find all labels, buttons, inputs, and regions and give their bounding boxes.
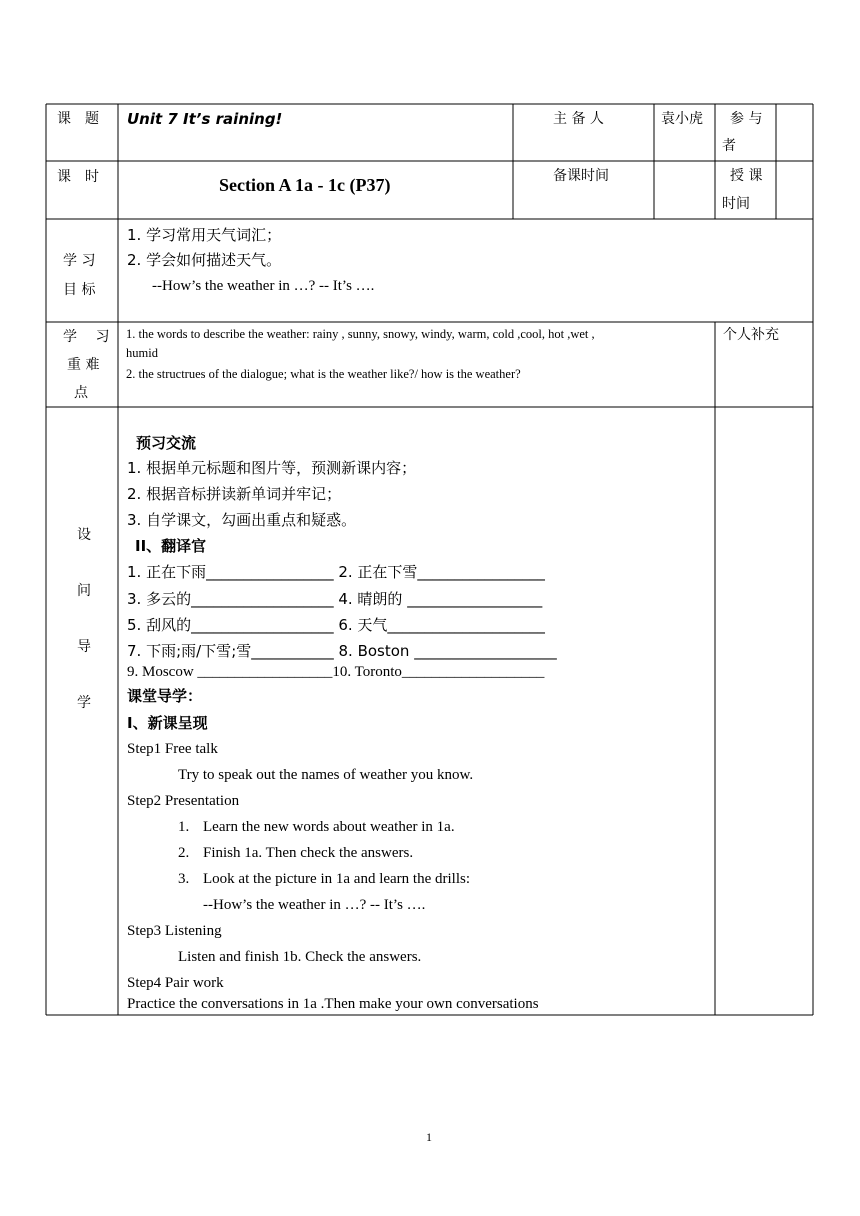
personal-supplement-label: 个人补充 <box>723 327 779 343</box>
page-number: 1 <box>426 1130 432 1144</box>
topic-label: 课 题 <box>57 111 99 127</box>
step2-item-1: Learn the new words about weather in 1a. <box>203 819 455 835</box>
step2-item-number: 1. <box>178 819 190 835</box>
guide-side-char-2: 问 <box>77 583 91 599</box>
class-guide-title: 课堂导学： <box>127 687 203 705</box>
translate-row-2: 3. 多云的___________________ 4. 晴朗的 __________________ <box>127 590 543 608</box>
step4-heading: Step4 Pair work <box>127 975 224 991</box>
keypoint-structures: 2. the structrues of the dialogue; what is the weather like?/ how is the weather? <box>126 367 521 381</box>
keypoint-words-continued: humid <box>126 346 158 360</box>
topic-value: Unit 7 It’s raining! <box>127 110 283 128</box>
step3-detail: Listen and finish 1b. Check the answers. <box>178 949 422 965</box>
goal-dialogue: --How’s the weather in …? -- It’s …. <box>152 278 375 294</box>
translate-row-3: 5. 刮风的___________________ 6. 天气_____________________ <box>127 616 545 634</box>
participant-label-line2: 者 <box>722 138 736 154</box>
preview-item-3: 3. 自学课文，勾画出重点和疑惑。 <box>127 511 357 529</box>
keypoints-label-line3: 点 <box>74 385 88 401</box>
participant-label-line1: 参 与 <box>730 111 763 127</box>
teach-time-label-line2: 时间 <box>722 196 750 212</box>
goal-item-1: 1. 学习常用天气词汇； <box>127 226 282 244</box>
teach-time-label-line1: 授 课 <box>730 168 763 184</box>
new-lesson-title: I、新课呈现 <box>127 714 208 732</box>
goals-label-line1: 学 习 <box>63 253 96 269</box>
step2-item-number: 2. <box>178 845 190 861</box>
preparer-label: 主 备 人 <box>553 111 604 127</box>
translate-row-4: 7. 下雨;雨/下雪;雪___________ 8. Boston ___________________ <box>127 642 557 660</box>
goals-label-line2: 目 标 <box>63 282 96 298</box>
step2-drill: --How’s the weather in …? -- It’s …. <box>203 897 426 913</box>
preview-item-1: 1. 根据单元标题和图片等，预测新课内容； <box>127 459 417 477</box>
step4-detail: Practice the conversations in 1a .Then make your own conversations <box>127 996 539 1012</box>
goal-item-2: 2. 学会如何描述天气。 <box>127 251 282 269</box>
guide-side-char-1: 设 <box>77 527 91 543</box>
keypoints-label-line1: 学 习 <box>63 329 110 345</box>
guide-side-char-4: 学 <box>77 695 91 711</box>
keypoints-label-line2: 重 难 <box>67 357 100 373</box>
step2-heading: Step2 Presentation <box>127 793 240 809</box>
period-label: 课 时 <box>57 169 99 185</box>
step2-item-2: Finish 1a. Then check the answers. <box>203 845 414 861</box>
step3-heading: Step3 Listening <box>127 923 222 939</box>
translate-row-5: 9. Moscow __________________10. Toronto___________________ <box>127 664 545 680</box>
translate-title: II、翻译官 <box>135 537 207 555</box>
preparer-name: 袁小虎 <box>661 111 703 127</box>
preview-title: 预习交流 <box>136 434 197 452</box>
preview-item-2: 2. 根据音标拼读新单词并牢记； <box>127 485 342 503</box>
step2-item-number: 3. <box>178 871 190 887</box>
prep-time-label: 备课时间 <box>553 168 609 184</box>
guide-side-char-3: 导 <box>77 639 91 655</box>
period-value: Section A 1a - 1c (P37) <box>219 175 391 195</box>
step2-item-3: Look at the picture in 1a and learn the drills: <box>203 871 470 887</box>
keypoint-words: 1. the words to describe the weather: rainy , sunny, snowy, windy, warm, cold ,cool, hot ,wet , <box>126 327 595 341</box>
translate-row-1: 1. 正在下雨_________________ 2. 正在下雪_________________ <box>127 563 545 581</box>
step1-heading: Step1 Free talk <box>127 741 218 757</box>
step1-detail: Try to speak out the names of weather you know. <box>178 767 474 783</box>
